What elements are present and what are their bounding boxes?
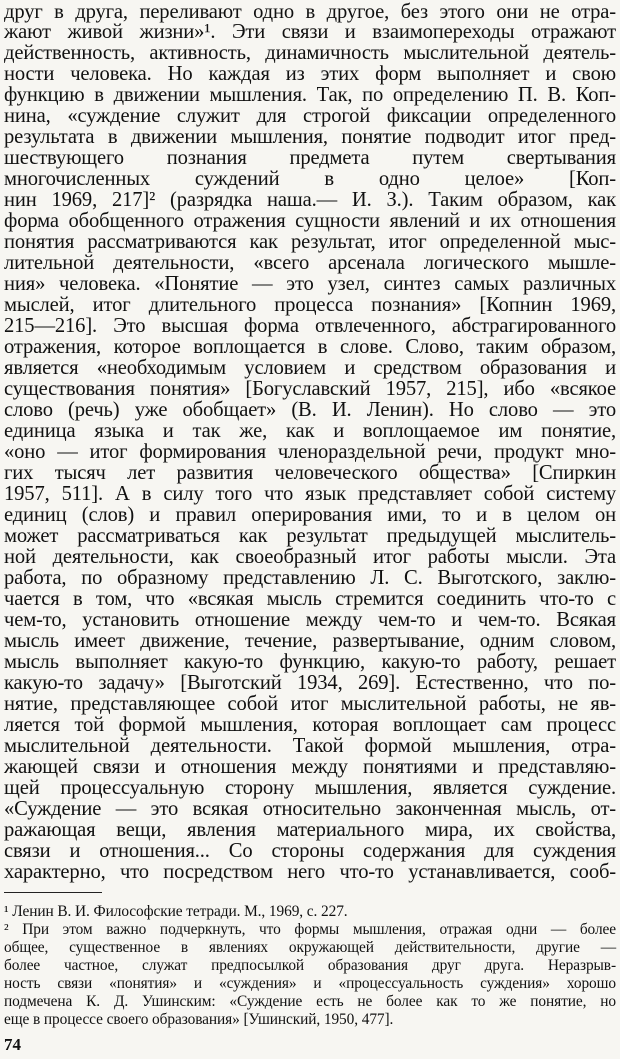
footnotes bbox=[4, 0, 616, 1059]
body-line: работа, по образному представлению Л. С. Выготского, заклю- bbox=[4, 567, 616, 589]
body-line: жающей связи и отношения между понятиями и представляю- bbox=[4, 756, 616, 778]
body-line: понятия рассматриваются как результат, итог определенной мыс- bbox=[4, 231, 616, 253]
body-line: ляется той формой мышления, которая воплощает сам процесс bbox=[4, 714, 616, 736]
body-line: шествующего познания предмета путем свертывания bbox=[4, 147, 616, 169]
body-line: жают живой жизни»¹. Эти связи и взаимопереходы отражают bbox=[4, 21, 616, 43]
body-line: существования понятия» [Богуславский 1957, 215], ибо «всякое bbox=[4, 378, 616, 400]
body-line: 1957, 511]. А в силу того что язык представляет собой систему bbox=[4, 483, 616, 505]
body-line: чается в том, что «всякая мысль стремится соединить что-то с bbox=[4, 588, 616, 610]
body-line: ной деятельности, как своеобразный итог работы мысли. Эта bbox=[4, 546, 616, 568]
body-line: функцию в движении мышления. Так, по определению П. В. Коп- bbox=[4, 84, 616, 106]
body-line: 215—216]. Это высшая форма отвлеченного, абстрагированного bbox=[4, 315, 616, 337]
body-line: мысль имеет движение, течение, развертывание, одним словом, bbox=[4, 630, 616, 652]
body-line: результата в движении мышления, понятие подводит итог пред- bbox=[4, 126, 616, 148]
body-line: ражающая вещи, явления материального мира, их свойства, bbox=[4, 819, 616, 841]
body-line: связи и отношения... Со стороны содержания для суждения bbox=[4, 840, 616, 862]
footnote-2-line: еще в процессе своего образования» [Ушинский, 1950, 477]. bbox=[4, 1011, 394, 1028]
body-line: мыслительной деятельности. Такой формой мышления, отра- bbox=[4, 735, 616, 757]
body-line: мыслей, итог длительного процесса познания» [Копнин 1969, bbox=[4, 294, 616, 316]
body-line: форма обобщенного отражения сущности явлений и их отношения bbox=[4, 210, 616, 232]
footnote-2-line: ность связи «понятия» и «суждения» и «процессуальность суждения» хорошо bbox=[4, 975, 616, 992]
footnote-2-line: ² При этом важно подчеркнуть, что формы мышления, отражая одни — более bbox=[4, 921, 616, 938]
body-line: друг в друга, переливают одно в другое, без этого они не отра- bbox=[4, 1, 616, 23]
page-number: 74 bbox=[4, 1035, 21, 1054]
body-line: нятие, представляющее собой итог мыслительной работы, не яв- bbox=[4, 693, 616, 715]
footnote-2-line: более частное, служат предпосылкой образования друг друга. Неразрыв- bbox=[4, 957, 616, 974]
body-line: характерно, что посредством него что-то устанавливается, сооб- bbox=[4, 861, 616, 883]
body-line: единиц (слов) и правил оперирования ими, то и в целом он bbox=[4, 504, 616, 526]
footnote-1: ¹ Ленин В. И. Философские тетради. М., 1969, с. 227. bbox=[4, 903, 348, 920]
body-line: «Суждение — это всякая относительно законченная мысль, от- bbox=[4, 798, 616, 820]
footnote-2-line: подмечена К. Д. Ушинским: «Суждение есть не более как то же понятие, но bbox=[4, 993, 616, 1010]
body-line: может рассматриваться как результат предыдущей мыслитель- bbox=[4, 525, 616, 547]
body-line: лительной деятельности, «всего арсенала логического мышле- bbox=[4, 252, 616, 274]
body-line: отражения, которое воплощается в слове. Слово, таким образом, bbox=[4, 336, 616, 358]
body-line: единица языка и так же, как и воплощаемое им понятие, bbox=[4, 420, 616, 442]
body-line: какую-то задачу» [Выготский 1934, 269]. Естественно, что по- bbox=[4, 672, 616, 694]
body-line: слово (речь) уже обобщает» (В. И. Ленин). Но слово — это bbox=[4, 399, 616, 421]
body-line: чем-то, установить отношение между чем-то и чем-то. Всякая bbox=[4, 609, 616, 631]
body-line: нин 1969, 217]² (разрядка наша.— И. З.). Таким образом, как bbox=[4, 189, 616, 211]
body-line: является «необходимым условием и средством образования и bbox=[4, 357, 616, 379]
body-line: «оно — итог формирования членораздельной речи, продукт мно- bbox=[4, 441, 616, 463]
body-line: щей процессуальную сторону мышления, является суждение. bbox=[4, 777, 616, 799]
footnote-2-line: общее, существенное в явлениях окружающей действительности, другие — bbox=[4, 939, 616, 956]
body-line: многочисленных суждений в одно целое» [Коп- bbox=[4, 168, 616, 190]
body-line: гих тысяч лет развития человеческого общества» [Спиркин bbox=[4, 462, 616, 484]
body-line: ния» человека. «Понятие — это узел, синтез самых различных bbox=[4, 273, 616, 295]
body-line: мысль выполняет какую-то функцию, какую-то работу, решает bbox=[4, 651, 616, 673]
body-line: ности человека. Но каждая из этих форм выполняет и свою bbox=[4, 63, 616, 85]
body-line: нина, «суждение служит для строгой фиксации определенного bbox=[4, 105, 616, 127]
body-line: действенность, активность, динамичность мыслительной деятель- bbox=[4, 42, 616, 64]
